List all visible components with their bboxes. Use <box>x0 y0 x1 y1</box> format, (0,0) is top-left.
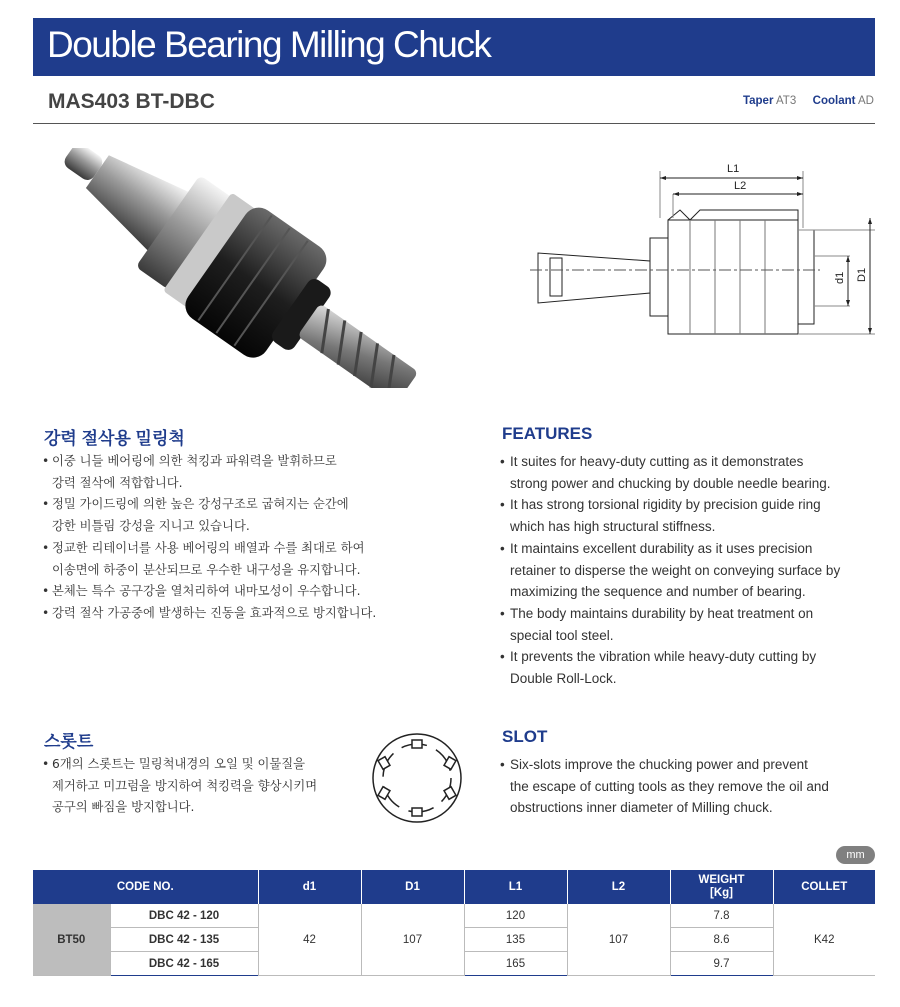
collet-cell: K42 <box>773 904 875 976</box>
korean-features-list <box>42 451 376 625</box>
list-item-line: 강력 절삭 가공중에 발생하는 진동을 효과적으로 방지합니다. <box>52 605 377 620</box>
taper-value: AT3 <box>775 95 797 107</box>
list-item-line: 정밀 가이드링에 의한 높은 강성구조로 굽혀지는 순간에 <box>52 497 349 512</box>
list-item-line: 공구의 빠짐을 방지합니다. <box>52 800 195 815</box>
weight-cell: 9.7 <box>670 952 773 976</box>
dim-l1-label: L1 <box>727 163 740 175</box>
D1-cell: 107 <box>361 904 464 976</box>
dim-l2-label: L2 <box>734 180 747 192</box>
list-item-line: 강력 절삭에 적합합니다. <box>52 475 183 490</box>
features-heading: FEATURES <box>502 424 593 443</box>
list-item-line: maximizing the sequence and number of bearing. <box>510 584 806 600</box>
technical-drawing <box>530 158 875 348</box>
list-item-line: 이중 니들 베어링에 의한 척킹과 파워력을 발휘하므로 <box>52 454 337 468</box>
L1-cell: 120 <box>464 904 567 928</box>
list-item <box>42 494 376 537</box>
L1-cell: 135 <box>464 928 567 952</box>
list-item-line: the escape of cutting tools as they remove the oil and <box>510 778 829 794</box>
list-item <box>500 646 840 689</box>
weight-cell: 8.6 <box>670 928 773 952</box>
table-row <box>33 904 875 928</box>
list-item-line: 제거하고 미끄럼을 방지하여 척킹력을 향상시키며 <box>52 778 318 793</box>
list-item-line: It prevents the vibration while heavy-duty cutting by <box>510 649 817 665</box>
list-item-line: 6개의 스롯트는 밀링척내경의 오일 및 이물질을 <box>52 757 306 771</box>
list-item-line: 강한 비틀림 강성을 지니고 있습니다. <box>52 519 250 534</box>
list-item-line: 이송면에 하중이 분산되므로 우수한 내구성을 유지합니다. <box>52 562 361 577</box>
list-item-line: It has strong torsional rigidity by precision guide ring <box>510 497 821 513</box>
slot-list <box>500 754 829 819</box>
table-header-row <box>33 870 875 904</box>
list-item-line: 본체는 특수 공구강을 열처리하여 내마모성이 우수합니다. <box>52 584 361 599</box>
list-item-line: Six-slots improve the chucking power and prevent <box>510 757 808 772</box>
L2-cell: 107 <box>567 904 670 976</box>
list-item-line: It maintains excellent durability as it uses precision <box>510 540 813 556</box>
dim-d1-small-label: d1 <box>834 271 846 284</box>
korean-features-heading: 강력 절삭용 밀링척 <box>44 429 185 448</box>
list-item-line: retainer to disperse the weight on conveying surface by <box>510 562 841 578</box>
list-item <box>42 581 376 603</box>
slot-ring-diagram <box>367 728 467 828</box>
model-name: MAS403 BT-DBC <box>48 90 215 113</box>
list-item <box>500 754 829 819</box>
list-item <box>500 451 840 494</box>
list-item-line: 정교한 리테이너를 사용 베어링의 배열과 수를 최대로 하여 <box>52 540 365 555</box>
unit-badge: mm <box>836 846 875 864</box>
list-item-line: strong power and chucking by double needle bearing. <box>510 475 831 491</box>
page-title: Double Bearing Milling Chuck <box>47 24 491 65</box>
header-collet: COLLET <box>773 870 875 904</box>
list-item <box>42 754 317 819</box>
list-item-line: The body maintains durability by heat treatment on <box>510 605 814 621</box>
code-cell: DBC 42 - 165 <box>110 952 258 976</box>
title-banner <box>33 18 875 76</box>
list-item <box>500 603 840 646</box>
group-cell: BT50 <box>33 904 110 976</box>
korean-slot-heading: 스롯트 <box>44 732 94 751</box>
list-item <box>42 603 376 625</box>
header-D1: D1 <box>361 870 464 904</box>
header-weight: WEIGHT [Kg] <box>670 870 773 904</box>
list-item <box>42 538 376 581</box>
list-item-line: obstructions inner diameter of Milling chuck. <box>510 800 773 816</box>
header-L2: L2 <box>567 870 670 904</box>
features-list <box>500 451 840 690</box>
taper-label: Taper <box>742 95 774 107</box>
d1-cell: 42 <box>258 904 361 976</box>
korean-slot-list <box>42 754 317 819</box>
list-item <box>42 451 376 494</box>
code-cell: DBC 42 - 135 <box>110 928 258 952</box>
header-divider <box>33 123 875 124</box>
dim-D1-label: D1 <box>856 267 868 282</box>
product-photo <box>45 148 435 388</box>
list-item-line: special tool steel. <box>510 627 614 643</box>
code-cell: DBC 42 - 120 <box>110 904 258 928</box>
spec-table <box>33 870 875 976</box>
list-item <box>500 494 840 537</box>
slot-heading: SLOT <box>502 727 548 746</box>
header-d1: d1 <box>258 870 361 904</box>
header-L1: L1 <box>464 870 567 904</box>
list-item-line: Double Roll-Lock. <box>510 671 617 687</box>
list-item-line: which has high structural stiffness. <box>510 519 716 535</box>
header-code: CODE NO. <box>33 870 258 904</box>
list-item <box>500 538 840 603</box>
weight-cell: 7.8 <box>670 904 773 928</box>
spec-tags <box>743 95 874 107</box>
L1-cell: 165 <box>464 952 567 976</box>
coolant-value: AD <box>858 95 874 107</box>
coolant-label: Coolant <box>812 95 856 107</box>
list-item-line: It suites for heavy-duty cutting as it demonstrates <box>510 454 804 469</box>
